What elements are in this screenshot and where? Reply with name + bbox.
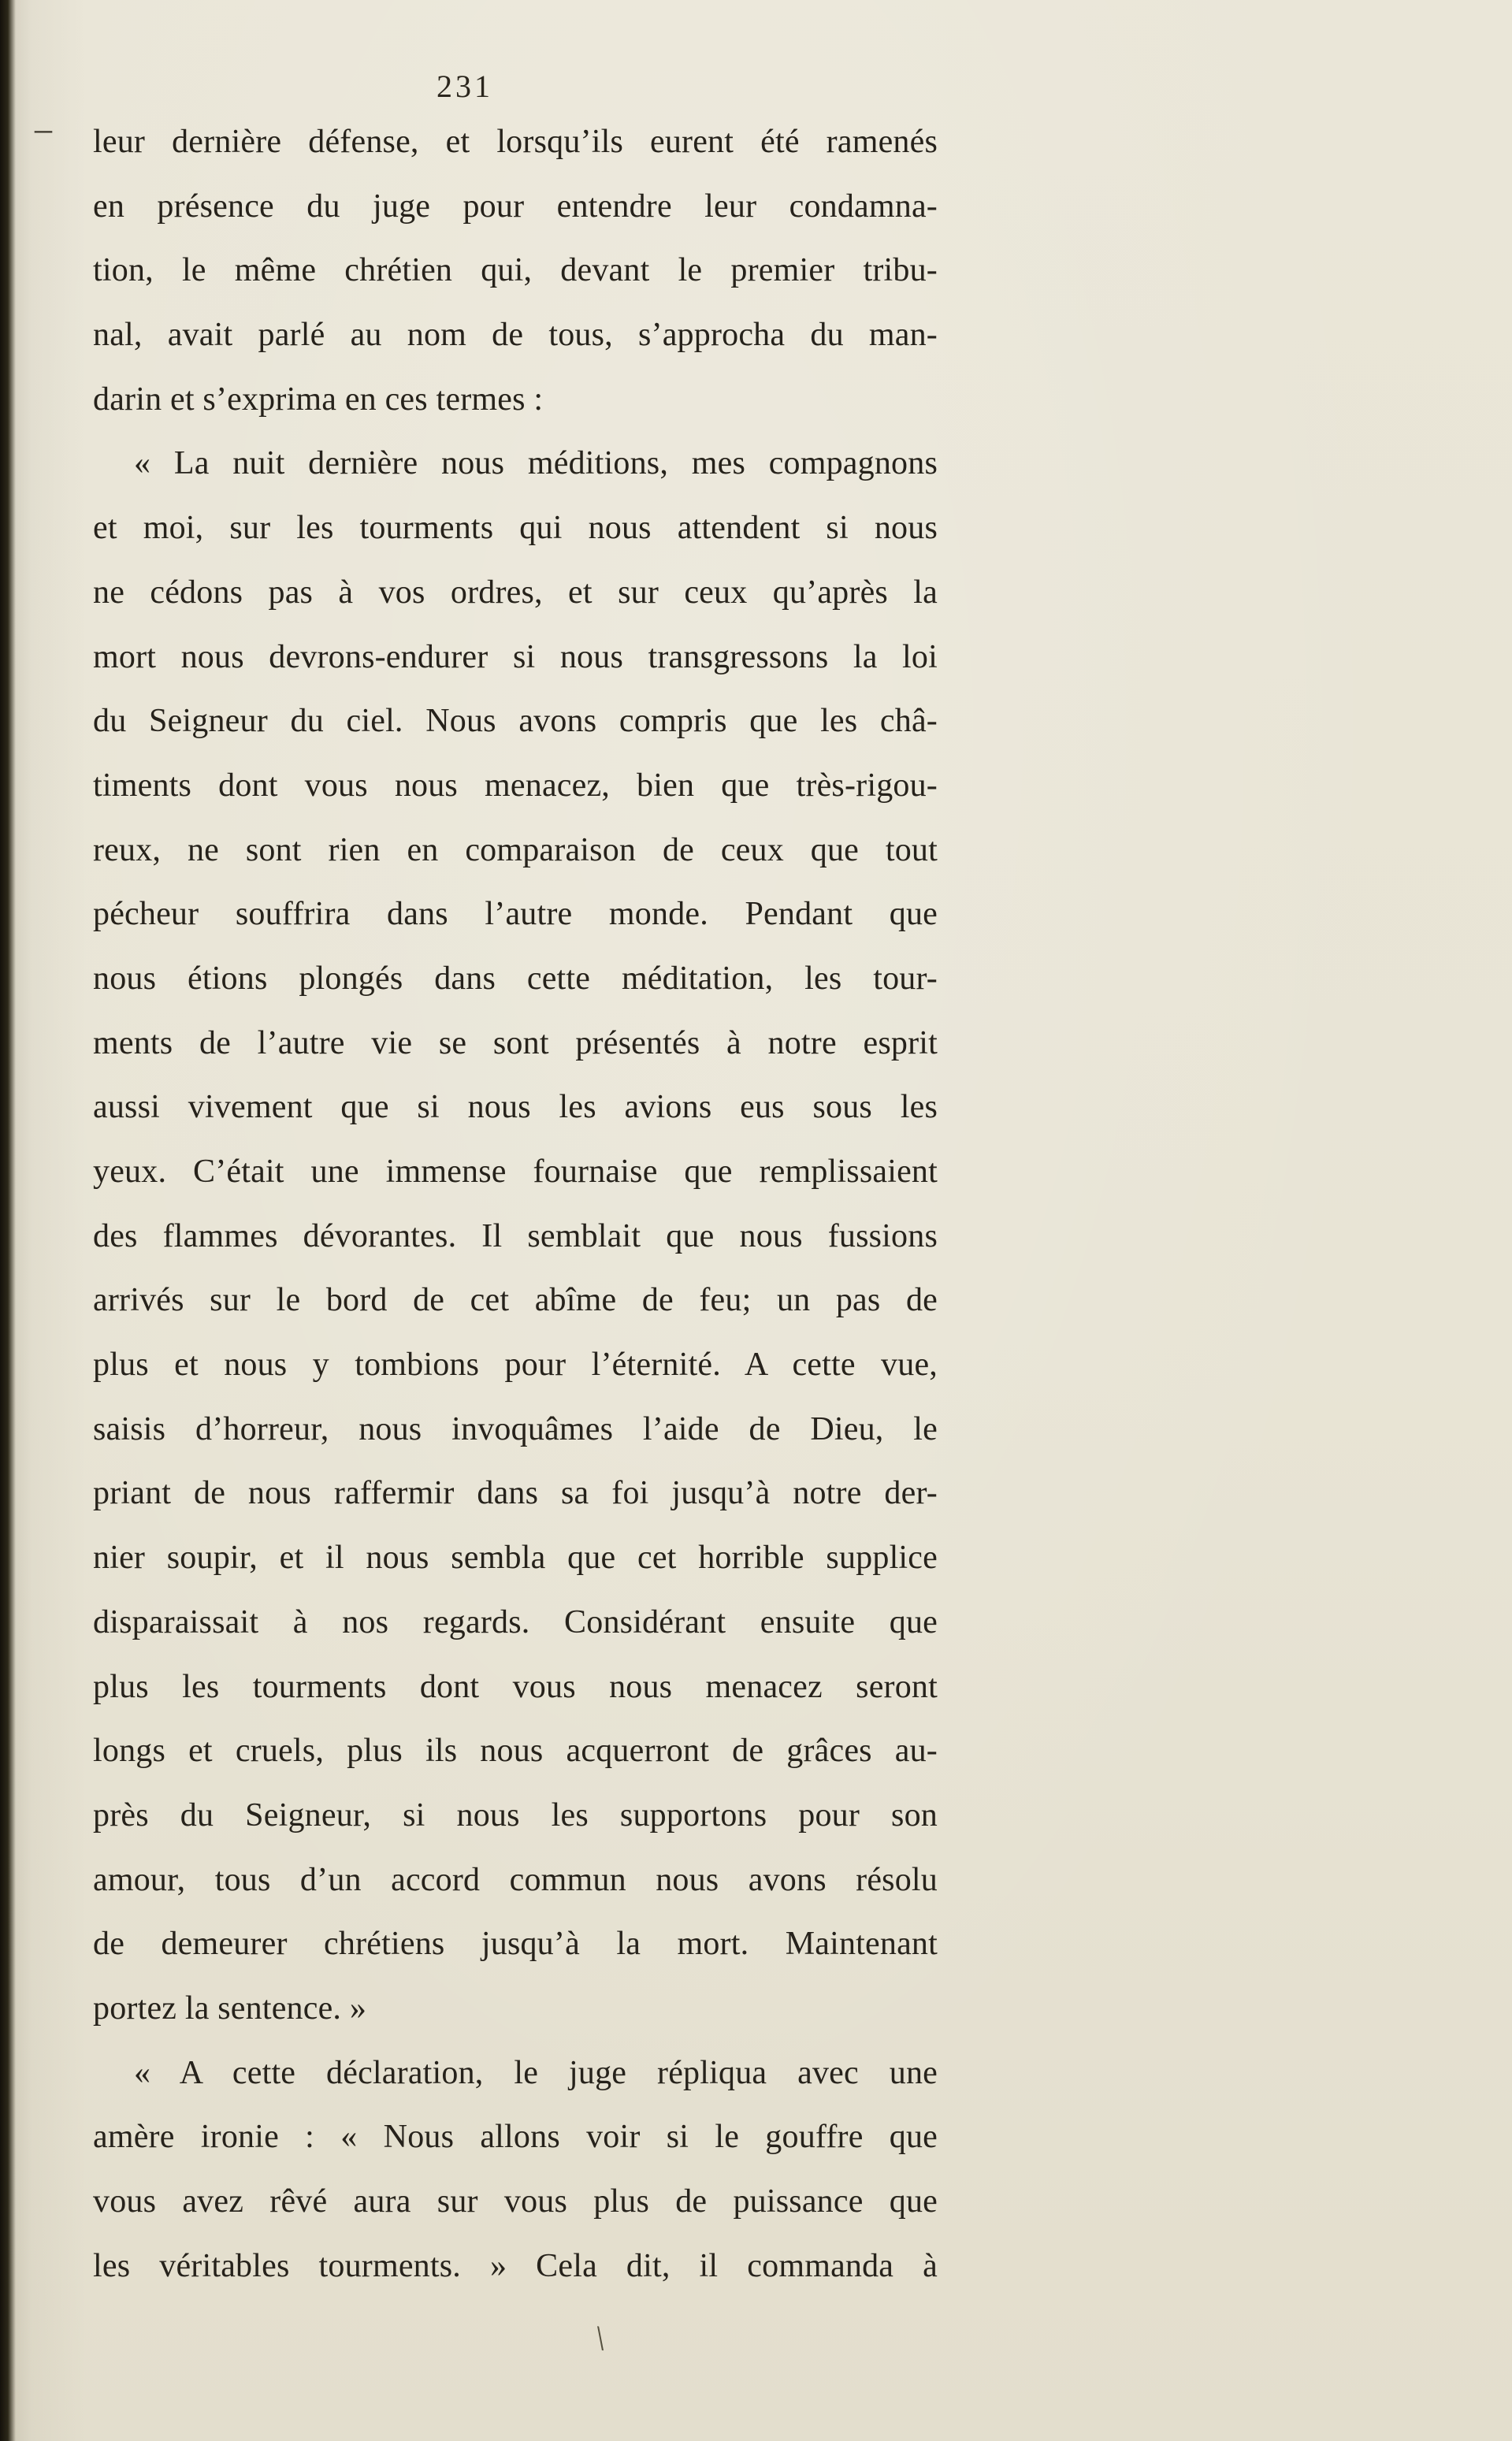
scan-gutter-shadow <box>0 0 16 2441</box>
text-line: des flammes dévorantes. Il semblait que nous fussions <box>93 1217 938 1254</box>
text-line: nous étions plongés dans cette méditation, les tour- <box>93 960 938 997</box>
text-line: ments de l’autre vie se sont présentés à notre esprit <box>93 1024 938 1061</box>
page-number: 231 <box>437 69 493 104</box>
scan-artifact-mark: \ <box>593 2318 608 2358</box>
text-line: et moi, sur les tourments qui nous attendent si nous <box>93 510 938 547</box>
text-line: portez la sentence. » <box>93 1990 367 2027</box>
text-line: de demeurer chrétiens jusqu’à la mort. Maintenant <box>93 1926 938 1963</box>
text-line: « A cette déclaration, le juge répliqua avec une <box>134 2054 938 2091</box>
text-line: nal, avait parlé au nom de tous, s’approcha du man- <box>93 317 938 354</box>
text-line: leur dernière défense, et lorsqu’ils eurent été ramenés <box>93 124 938 160</box>
text-line: disparaissait à nos regards. Considérant ensuite que <box>93 1603 938 1640</box>
text-line: nier soupir, et il nous sembla que cet horrible supplice <box>93 1540 938 1577</box>
text-line: darin et s’exprima en ces termes : <box>93 381 544 418</box>
text-line: pécheur souffrira dans l’autre monde. Pendant que <box>93 896 938 933</box>
text-line: ne cédons pas à vos ordres, et sur ceux qu’après la <box>93 574 938 611</box>
text-line: plus les tourments dont vous nous menacez seront <box>93 1668 938 1705</box>
text-line: arrivés sur le bord de cet abîme de feu; un pas de <box>93 1282 938 1319</box>
text-line: aussi vivement que si nous les avions eus sous les <box>93 1089 938 1126</box>
text-line: près du Seigneur, si nous les supportons pour son <box>93 1796 938 1834</box>
text-line: tion, le même chrétien qui, devant le premier tribu- <box>93 252 938 289</box>
text-line: saisis d’horreur, nous invoquâmes l’aide de Dieu, le <box>93 1410 938 1447</box>
text-line: « La nuit dernière nous méditions, mes compagnons <box>134 445 938 482</box>
text-line: priant de nous raffermir dans sa foi jusqu’à notre der- <box>93 1475 938 1512</box>
text-line: yeux. C’était une immense fournaise que remplissaient <box>93 1154 938 1190</box>
page-text <box>93 110 938 2298</box>
text-line: du Seigneur du ciel. Nous avons compris que les châ- <box>93 703 938 740</box>
text-line: vous avez rêvé aura sur vous plus de puissance que <box>93 2183 938 2220</box>
text-line: plus et nous y tombions pour l’éternité. A cette vue, <box>93 1347 938 1384</box>
text-line: amère ironie : « Nous allons voir si le gouffre que <box>93 2119 938 2156</box>
text-line: reux, ne sont rien en comparaison de ceux que tout <box>93 831 938 868</box>
margin-artifact-dash: – <box>35 110 52 148</box>
text-line: les véritables tourments. » Cela dit, il commanda à <box>93 2247 938 2284</box>
text-line: timents dont vous nous menacez, bien que très-rigou- <box>93 767 938 804</box>
text-line: amour, tous d’un accord commun nous avons résolu <box>93 1861 938 1898</box>
text-line: en présence du juge pour entendre leur condamna- <box>93 188 938 225</box>
text-line: longs et cruels, plus ils nous acquerront de grâces au- <box>93 1733 938 1770</box>
text-line: mort nous devrons-endurer si nous transgressons la loi <box>93 638 938 675</box>
